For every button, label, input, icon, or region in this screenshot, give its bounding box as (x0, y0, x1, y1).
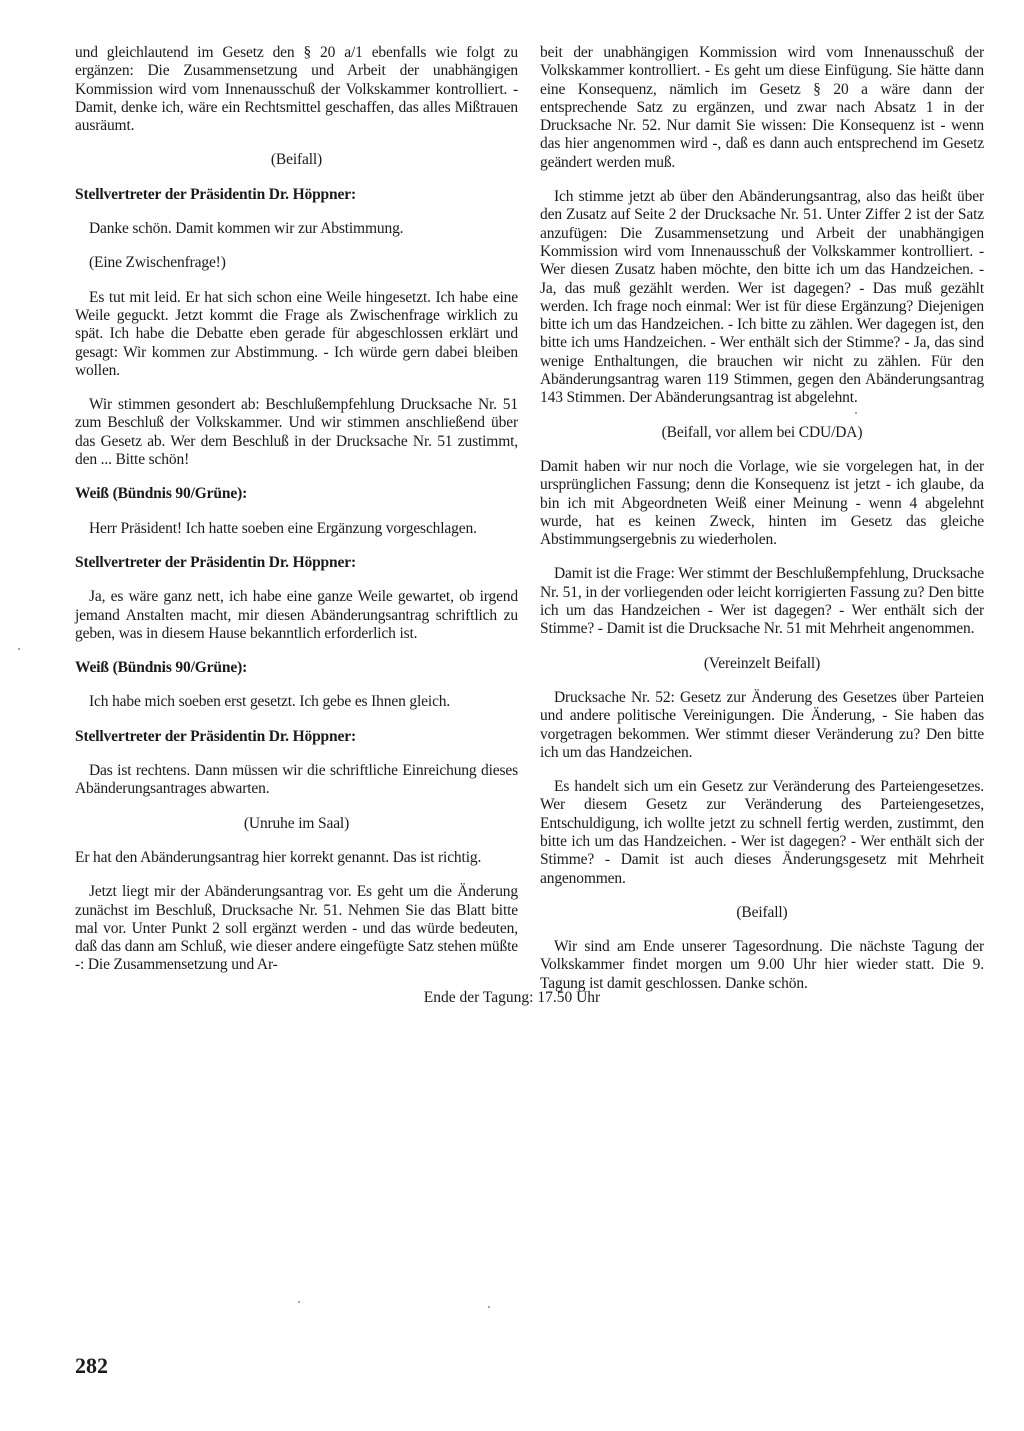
stage-direction: (Unruhe im Saal) (243, 814, 350, 832)
paragraph: Drucksache Nr. 52: Gesetz zur Änderung des Gesetzes über Parteien und andere politische Vereinigungen. Die Änderung, - Sie haben das vorgetragen bekommen. Wer stimmt dieser Veränderung zu? Den bitte ich um das Handzeichen. (540, 688, 984, 761)
speaker-heading: Stellvertreter der Präsidentin Dr. Höppner: (75, 185, 356, 203)
paragraph: Ich stimme jetzt ab über den Abänderungsantrag, also das heißt über den Zusatz auf Seite 2 der Drucksache Nr. 51. Unter Ziffer 2 ist der Satz anzufügen: Die Zusammensetzung und Arbeit der unabhängigen Kommission wird vom Innenausschuß der Volkskammer kontrolliert. - Wer diesen Zusatz haben möchte, den bitte ich um das Handzeichen. - Ja, das muß gezählt werden. Wer ist dagegen? - Das muß gezählt werden. Ich frage noch einmal: Wer ist für diese Ergänzung? Diejenigen bitte ich um das Handzeichen. - Ich bitte zu zählen. Wer dagegen ist, den bitte ich ums Handzeichen. - Wer enthält sich der Stimme? - Ja, das sind wenige Enthaltungen, die brauchen wir nicht zu zählen. Für den Abänderungsantrag waren 119 Stimmen, gegen den Abänderungsantrag 143 Stimmen. Der Abänderungsantrag ist abgelehnt. (540, 188, 984, 407)
paragraph: Herr Präsident! Ich hatte soeben eine Ergänzung vorgeschlagen. (89, 519, 477, 537)
paragraph: und gleichlautend im Gesetz den § 20 a/1 ebenfalls wie folgt zu ergänzen: Die Zusammensetzung und Arbeit der unabhängigen Kommission wird vom Innenausschuß der Volkskammer kontrolliert. - Damit, denke ich, wäre ein Rechtsmittel geschaffen, das alles Mißtrauen ausräumt. (75, 44, 518, 135)
paragraph: Ja, es wäre ganz nett, ich habe eine ganze Weile gewartet, ob irgend jemand Anstalten macht, mir diesen Abänderungsantrag schriftlich zu geben, was in diesem Hause bekanntlich erforderlich ist. (75, 588, 518, 642)
paragraph: Damit haben wir nur noch die Vorlage, wie sie vorgelegen hat, in der ursprünglichen Fassung; denn die Konsequenz ist jetzt - ich glaube, da bin ich mit Abgeordneten Weiß einer Meinung - wenn 4 abgelehnt wurde, hat es keinen Zweck, hinten im Gesetz das gleiche Abstimmungsergebnis zu wiederholen. (540, 457, 984, 549)
paragraph: Danke schön. Damit kommen wir zur Abstimmung. (89, 220, 404, 238)
session-end-line: Ende der Tagung: 17.50 Uhr (423, 989, 601, 1006)
stage-direction: (Beifall, vor allem bei CDU/DA) (661, 423, 863, 441)
paragraph: Damit ist die Frage: Wer stimmt der Beschlußempfehlung, Drucksache Nr. 51, in der vorliegenden oder leicht korrigierten Fassung zu? Den bitte ich um das Handzeichen - Wer ist dagegen? - Wer enthält sich der Stimme? - Damit ist die Drucksache Nr. 51 mit Mehrheit angenommen. (540, 565, 984, 638)
scan-speck (18, 648, 20, 650)
left-column (75, 44, 518, 991)
paragraph: Er hat den Abänderungsantrag hier korrekt genannt. Das ist richtig. (75, 848, 482, 866)
scan-speck (298, 1301, 300, 1303)
stage-direction: (Beifall) (270, 151, 323, 169)
page-number: 282 (75, 1353, 108, 1378)
speaker-heading: Weiß (Bündnis 90/Grüne): (75, 485, 248, 503)
right-column (540, 44, 984, 1009)
scan-speck (488, 1306, 490, 1308)
paragraph: Wir stimmen gesondert ab: Beschlußempfehlung Drucksache Nr. 51 zum Beschluß der Volkskammer. Und wir stimmen anschließend über das Gesetz ab. Wer dem Beschluß in der Drucksache Nr. 51 zustimmt, den ... Bitte schön! (75, 396, 518, 469)
paragraph: Ich habe mich soeben erst gesetzt. Ich gebe es Ihnen gleich. (89, 693, 451, 711)
paragraph: Wir sind am Ende unserer Tagesordnung. Die nächste Tagung der Volkskammer findet morgen um 9.00 Uhr hier wieder statt. Die 9. Tagung ist damit geschlossen. Danke schön. (540, 938, 984, 992)
speaker-heading: Weiß (Bündnis 90/Grüne): (75, 659, 248, 677)
paragraph: Es handelt sich um ein Gesetz zur Veränderung des Parteiengesetzes. Wer diesem Gesetz zur Veränderung des Parteiengesetzes, Entschuldigung, ich wollte jetzt zu schnell fertig werden, zustimmt, den bitte ich um das Handzeichen. - Wer ist dagegen? - Wer enthält sich der Stimme? - Damit ist auch dieses Änderungsgesetz mit Mehrheit angenommen. (540, 778, 984, 887)
speaker-heading: Stellvertreter der Präsidentin Dr. Höppner: (75, 727, 356, 745)
paragraph: Jetzt liegt mir der Abänderungsantrag vor. Es geht um die Änderung zunächst im Beschluß, Drucksache Nr. 51. Nehmen Sie das Blatt bitte mal vor. Unter Punkt 2 soll ergänzt werden - und das würde bedeuten, daß das dann am Schluß, wie dieser andere eingefügte Satz stehen müßte -: Die Zusammensetzung und Ar- (75, 883, 518, 974)
stage-direction: (Vereinzelt Beifall) (703, 654, 821, 672)
paragraph: Es tut mit leid. Er hat sich schon eine Weile hingesetzt. Ich habe eine Weile geguckt. Jetzt kommt die Frage als Zwischenfrage wirklich zu spät. Ich habe die Debatte eben gerade für abgeschlossen erklärt und gesagt: Wir kommen zur Abstimmung. - Ich würde gern dabei bleiben wollen. (75, 288, 518, 379)
speaker-heading: Stellvertreter der Präsidentin Dr. Höppner: (75, 553, 356, 571)
scan-speck (855, 412, 857, 414)
paragraph: beit der unabhängigen Kommission wird vom Innenausschuß der Volkskammer kontrolliert. - Es geht um diese Einfügung. Sie hätte dann eine Konsequenz, nämlich im Gesetz § 20 a wäre dann der entsprechende Satz zu ergänzen, und zwar nach Absatz 1 in der Drucksache Nr. 52. Nur damit Sie wissen: Die Konsequenz ist - wenn das hier angenommen wird -, daß es dann auch entsprechend im Gesetz geändert werden muß. (540, 44, 984, 171)
paragraph: Das ist rechtens. Dann müssen wir die schriftliche Einreichung dieses Abänderungsantrages abwarten. (75, 762, 518, 798)
paragraph: (Eine Zwischenfrage!) (89, 254, 226, 272)
stage-direction: (Beifall) (736, 903, 788, 921)
